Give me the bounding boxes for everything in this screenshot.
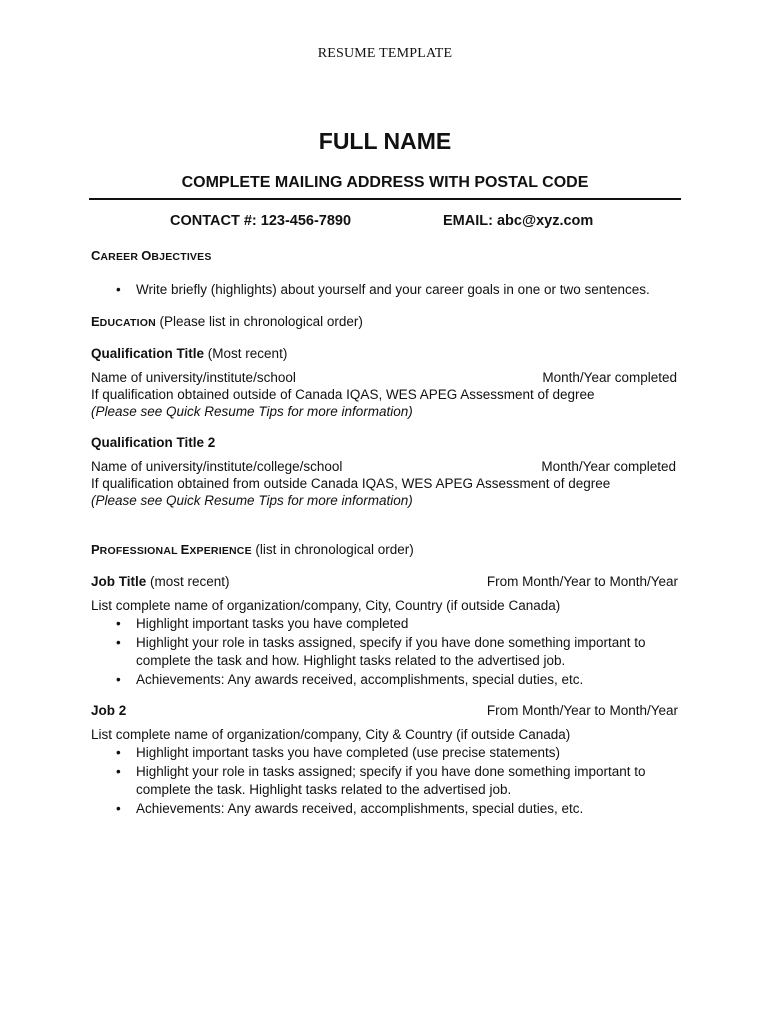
list-item — [90, 800, 670, 819]
list-item — [90, 763, 670, 800]
qualification-1-assessment: If qualification obtained outside of Canada IQAS, WES APEG Assessment of degree — [91, 387, 595, 402]
heading-initial: E — [180, 542, 190, 557]
section-heading-career-objectives — [91, 248, 212, 263]
qualification-1-date: Month/Year completed — [542, 370, 677, 385]
heading-initial: P — [91, 542, 100, 557]
section-heading-professional-experience — [91, 542, 414, 557]
qualification-title: Qualification Title — [91, 346, 205, 361]
qualification-2-tip: (Please see Quick Resume Tips for more information) — [91, 493, 413, 508]
heading-rest: DUCATION — [99, 317, 156, 329]
heading-initial: O — [141, 248, 152, 263]
job-2-bullets — [90, 744, 670, 818]
heading-initial: E — [91, 314, 100, 329]
heading-rest: ROFESSIONAL — [99, 545, 181, 557]
job-2-organization: List complete name of organization/company, City & Country (if outside Canada) — [91, 727, 571, 742]
qualification-2-assessment: If qualification obtained from outside Canada IQAS, WES APEG Assessment of degree — [91, 476, 611, 491]
bullet-text: Highlight important tasks you have completed — [136, 616, 409, 631]
qualification-2-title: Qualification Title 2 — [91, 435, 216, 450]
job-1-organization: List complete name of organization/company, City, Country (if outside Canada) — [91, 598, 561, 613]
job-1-bullets — [90, 615, 670, 689]
bullet-text: Achievements: Any awards received, accomplishments, special duties, etc. — [136, 800, 584, 816]
qualification-1-institution: Name of university/institute/school — [91, 370, 296, 385]
heading-rest: BJECTIVES — [151, 251, 212, 263]
bullet-icon: • — [116, 282, 121, 297]
job-2-dates: From Month/Year to Month/Year — [486, 703, 678, 718]
bullet-text: Highlight your role in tasks assigned, specify if you have done something important to complete the task and how. Highlight tasks related to the advertised job. — [136, 634, 646, 668]
bullet-icon: • — [116, 745, 121, 760]
job-2-title: Job 2 — [91, 703, 127, 718]
career-objective-list — [90, 281, 690, 300]
heading-note: (list in chronological order) — [255, 542, 414, 557]
bullet-icon: • — [116, 800, 121, 816]
heading-initial: C — [91, 248, 101, 263]
section-heading-education — [91, 314, 363, 329]
heading-note: (Please list in chronological order) — [159, 314, 363, 329]
job-1-title-row — [91, 574, 230, 589]
qualification-2-date: Month/Year completed — [541, 459, 676, 474]
header-divider — [89, 198, 681, 200]
heading-rest: XPERIENCE — [189, 545, 252, 557]
qualification-1-title-row — [91, 346, 287, 361]
list-item — [90, 744, 670, 763]
bullet-icon: • — [116, 634, 121, 650]
job-1-dates: From Month/Year to Month/Year — [486, 574, 678, 589]
heading-rest: AREER — [100, 251, 142, 263]
bullet-text: Highlight your role in tasks assigned; specify if you have done something important to complete the task. Highlight tasks related to the advertised job. — [136, 763, 646, 797]
job-title-note: (most recent) — [150, 574, 230, 589]
bullet-text: Highlight important tasks you have completed (use precise statements) — [136, 745, 560, 760]
email-address: EMAIL: abc@xyz.com — [443, 213, 594, 229]
contact-number: CONTACT #: 123-456-7890 — [170, 213, 352, 229]
list-item — [90, 281, 690, 300]
qualification-1-tip: (Please see Quick Resume Tips for more information) — [91, 404, 413, 419]
list-item — [90, 615, 670, 634]
mailing-address: COMPLETE MAILING ADDRESS WITH POSTAL CODE — [181, 174, 589, 191]
career-objective-text: Write briefly (highlights) about yourself and your career goals in one or two sentences. — [136, 282, 650, 297]
full-name: FULL NAME — [318, 128, 452, 154]
qualification-title-note: (Most recent) — [207, 346, 288, 361]
bullet-icon: • — [116, 671, 121, 687]
qualification-2-institution: Name of university/institute/college/school — [91, 459, 343, 474]
bullet-text: Achievements: Any awards received, accomplishments, special duties, etc. — [136, 671, 584, 687]
job-title: Job Title — [91, 574, 147, 589]
bullet-icon: • — [116, 616, 121, 631]
list-item — [90, 634, 670, 671]
bullet-icon: • — [116, 763, 121, 779]
document-header: RESUME TEMPLATE — [317, 46, 453, 61]
list-item — [90, 671, 670, 690]
